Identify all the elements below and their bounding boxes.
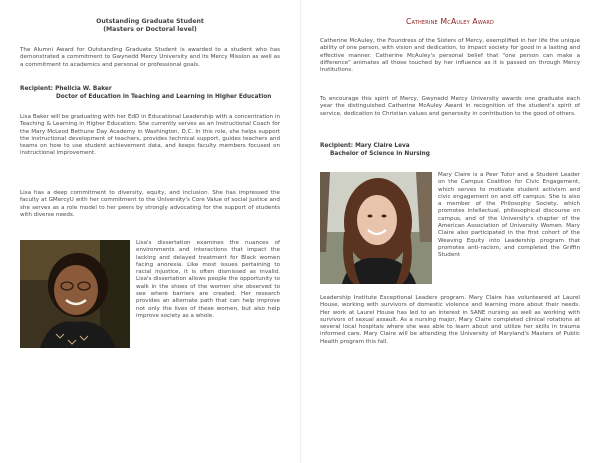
graduate-award-intro: The Alumni Award for Outstanding Graduate Student is awarded to a student who has demonstrated a commitment to Gwynedd Mercy University and its Mercy Mission as well as a commitment to academics and personal or professional goals.: [20, 47, 280, 68]
baker-bio-paragraph-1: Lisa Baker will be graduating with her EdD in Educational Leadership with a concentration in Teaching & Learning in Higher Education. She currently serves as an Instructional Coach for the Mary McLeod Bethune Day Academy in Washington, D.C. In this role, she helps support the instructional development of teachers, provides technical support, guides teachers and teams on how to use student achievement data, and keeps faculty members focused on instructional improvement.: [20, 114, 280, 157]
recipient-name: Recipient: Phelicia W. Baker: [20, 86, 112, 92]
leva-portrait-image: [320, 172, 432, 284]
recipient-degree: Doctor of Education in Teaching and Learning in Higher Education: [56, 93, 272, 100]
mcauley-award-intro: Catherine McAuley, the Foundress of the Sisters of Mercy, exemplified in her life the unique ability of one person, with vision and dedication, to impact society for good in a lasting and effective manner. Catherine McAuley's personal belief that "one person can make a difference" animates all those touched by her influence as it is passed on through Mercy Institutions.: [320, 38, 580, 74]
baker-photo: [20, 240, 130, 348]
mcauley-award-intro-2: To encourage this spirit of Mercy, Gwynedd Mercy University awards one graduate each year the distinguished Catherine McAuley Award in recognition of the student's spirit of service, dedication to Christian values and generosity in contribution to the good of others.: [320, 96, 580, 117]
leva-bio-paragraph-side: Mary Claire is a Peer Tutor and a Student Leader on the Campus Coalition for Civic Engagement, which serves to motivate student activism and civic engagement on and off campus. She is also a member of the Philosophy Society, which promotes intellectual, philosophical discourse on campus, and of the University's chapter of the American Association of University Women. Mary Claire also participated in the first cohort of the Weaving Equity into Leadership program that promotes anti-racism, and completed the Griffin Student: [438, 172, 580, 259]
mcauley-recipient: [320, 143, 430, 158]
baker-dissertation-paragraph: Lisa's dissertation examines the nuances of environments and interactions that impact the lacking and delayed treatment for Black women facing anorexia. Like most issues pertaining to racial injustice, it is often dismissed as invalid. Lisa's dissertation allows people the opportunity to walk in the shoes of the women she observed to see where barriers are created. Her research provides an alternate path that can help improve not only the lives of these women, but also help improve society as a whole.: [136, 240, 280, 319]
leva-photo: [320, 172, 432, 284]
baker-portrait-image: [20, 240, 130, 348]
leva-bio-paragraph-full: Leadership Institute Exceptional Leaders program. Mary Claire has volunteered at Laurel House, working with survivors of domestic violence and learning more about their needs. Her work at Laurel House has led to an interest in SANE nursing as well as working with survivors of sexual assault. As a nursing major, Mary Claire completed clinical rotations at several local hospitals where she was able to learn about and utilize her skills in trauma informed care. Mary Claire will be attending the University of Maryland's Masters of Public Health program this fall.: [320, 295, 580, 345]
graduate-award-title: Outstanding Graduate Student (Masters or Doctoral level): [96, 18, 204, 33]
left-page: [20, 0, 280, 463]
page-gutter: [300, 0, 301, 463]
baker-bio-paragraph-2: Lisa has a deep commitment to diversity, equity, and inclusion. She has impressed the faculty at GMercyU with her commitment to the University's Core Value of social justice and she serves as a role model to her peers by strongly advocating for the support of students with diverse needs.: [20, 190, 280, 218]
graduate-recipient: [20, 86, 271, 101]
recipient-name: Recipient: Mary Claire Leva: [320, 143, 410, 149]
recipient-degree: Bachelor of Science in Nursing: [330, 150, 430, 157]
right-page: [320, 0, 580, 463]
mcauley-award-title: Catherine McAuley Award: [405, 17, 495, 26]
